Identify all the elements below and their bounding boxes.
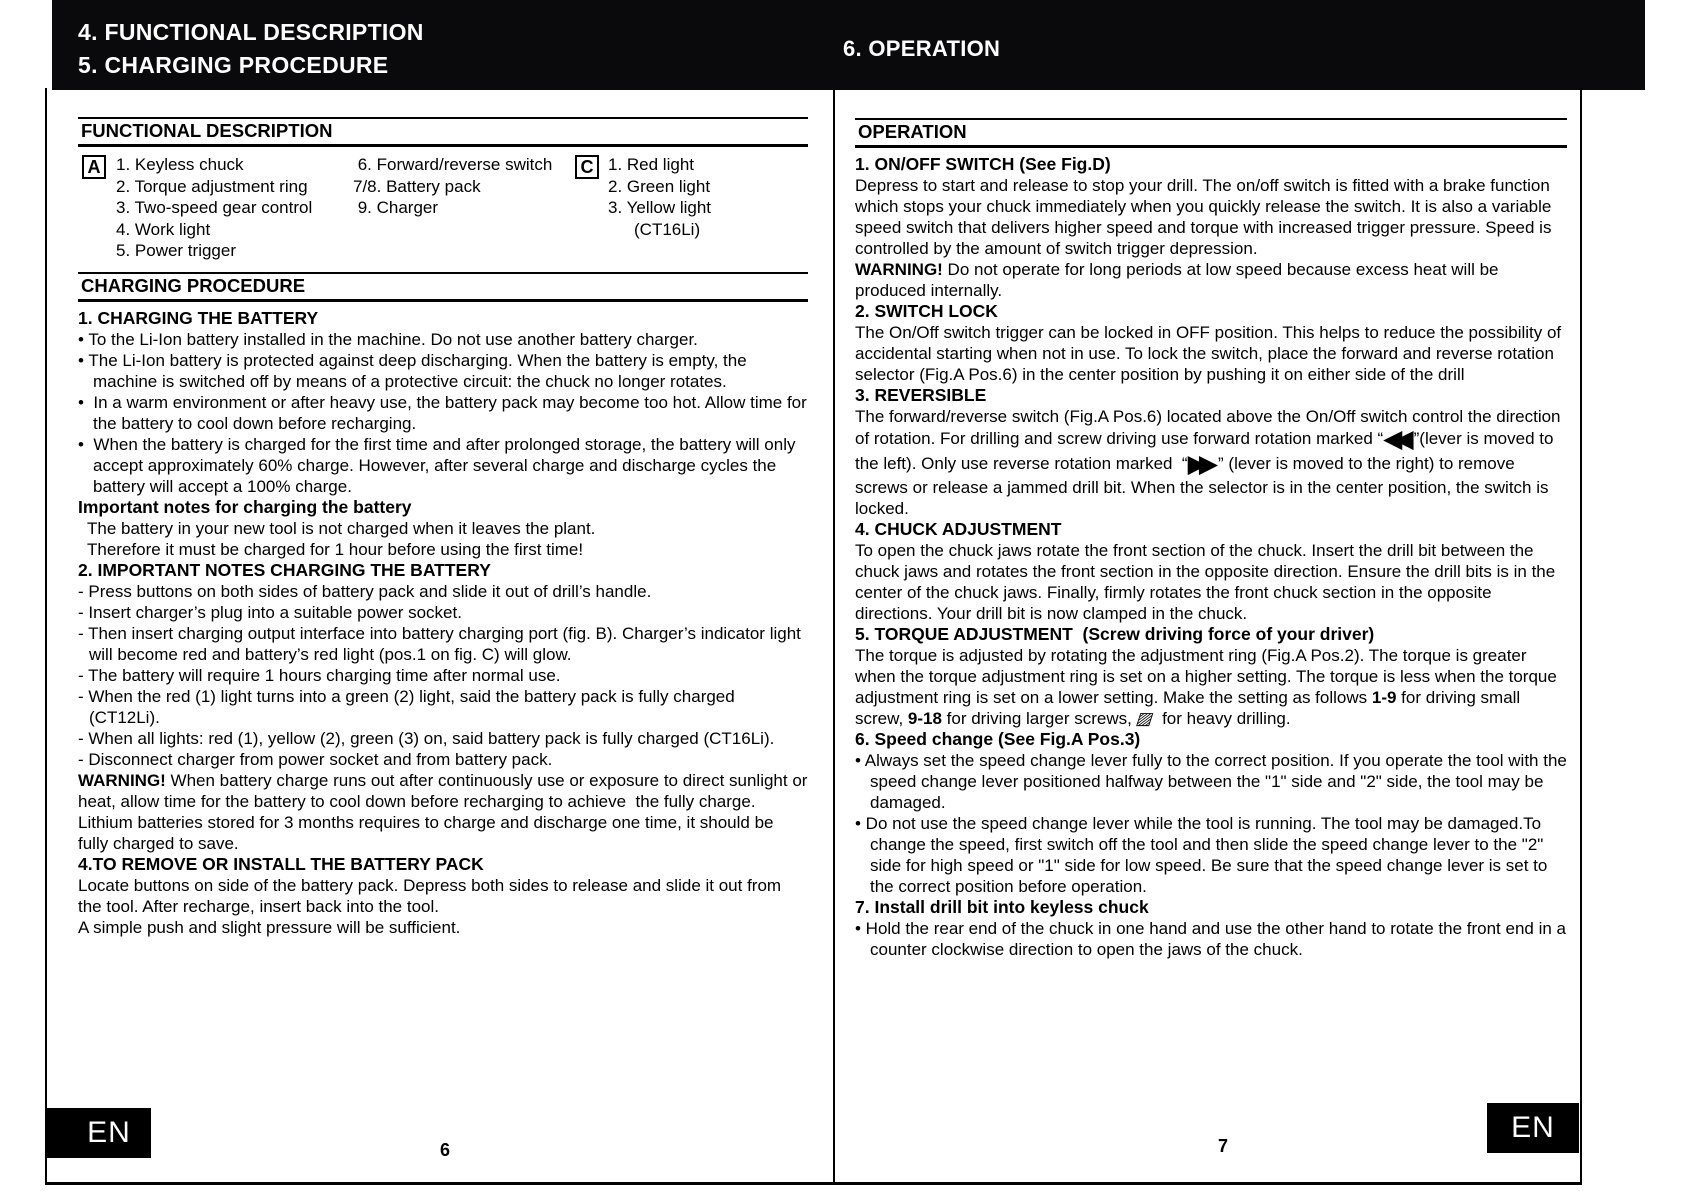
- figure-a-label: A: [82, 155, 106, 179]
- paragraph: A simple push and slight pressure will be sufficient.: [78, 917, 461, 937]
- paragraph: The forward/reverse switch (Fig.A Pos.6) located above the On/Off switch control the direction of rotation. For drilling and screw driving use forward rotation marked “◀◀ ”(lever is moved to the left). Only use reverse rotation marked “▶▶ ” (lever is moved to the right) to remove screws or release a jammed drill bit. When the selector is in the center position, the switch is locked.: [855, 407, 1566, 518]
- legend-column-1: [116, 154, 353, 262]
- operation-body: [855, 154, 1572, 960]
- paragraph: - Then insert charging output interface into battery charging port (fig. B). Charger’s indicator light will become red and battery’s red light (pos.1 on fig. C) will glow.: [78, 623, 806, 664]
- legend-item: 3. Yellow light: [608, 198, 712, 217]
- page-number-7: 7: [1218, 1136, 1229, 1156]
- paragraph: WARNING! When battery charge runs out after continuously use or exposure to direct sunlight or heat, allow time for the battery to cool down before recharging to achieve the fully charge. Lithium batteries stored for 3 months requires to charge and discharge one time, it should be fully charged to save.: [78, 770, 813, 853]
- legend-item: (CT16Li): [634, 219, 701, 239]
- subsection-heading: 6. Speed change (See Fig.A Pos.3): [855, 729, 1141, 749]
- subsection-heading: 2. SWITCH LOCK: [855, 301, 998, 321]
- legend-column-3: [608, 154, 711, 240]
- paragraph: Therefore it must be charged for 1 hour before using the first time!: [87, 539, 584, 559]
- subsection-heading: 4. CHUCK ADJUSTMENT: [855, 519, 1062, 539]
- subsection-heading: Important notes for charging the battery: [78, 496, 412, 517]
- page-number-6: 6: [440, 1140, 451, 1160]
- paragraph: The torque is adjusted by rotating the adjustment ring (Fig.A Pos.2). The torque is greater when the torque adjustment ring is set on a higher setting. The torque is less when the torque adjustment ring is set on a lower setting. Make the setting as follows 1-9 for driving small screw, 9-18 for driving larger screws, ▨ for heavy drilling.: [855, 646, 1562, 728]
- page-7-content: [855, 90, 1572, 960]
- header-title-operation: 6. OPERATION: [843, 36, 1001, 61]
- legend-column-2: [353, 154, 575, 219]
- header-title-charging-procedure: 5. CHARGING PROCEDURE: [78, 52, 389, 78]
- section-title-functional-description: FUNCTIONAL DESCRIPTION: [78, 117, 808, 147]
- forward-rotation-arrows-icon: ◀◀: [1383, 425, 1406, 453]
- legend-item: 2. Green light: [608, 176, 711, 196]
- legend-item: 1. Red light: [608, 155, 694, 174]
- figure-c-label: C: [575, 155, 599, 179]
- paragraph: - Press buttons on both sides of battery pack and slide it out of drill’s handle.: [78, 581, 652, 601]
- page-6-content: [78, 90, 813, 938]
- paragraph: • In a warm environment or after heavy use, the battery pack may become too hot. Allow time for the battery to cool down before recharging.: [78, 392, 812, 433]
- paragraph: • The Li-Ion battery is protected against deep discharging. When the battery is empty, the machine is switched off by means of a protective circuit: the chuck no longer rotates.: [78, 350, 752, 391]
- functional-description-legend: [82, 154, 808, 262]
- subsection-heading: 4.TO REMOVE OR INSTALL THE BATTERY PACK: [78, 853, 484, 874]
- paragraph: • Hold the rear end of the chuck in one hand and use the other hand to rotate the front end in a counter clockwise direction to open the jaws of the chuck.: [855, 919, 1571, 959]
- paragraph: • To the Li-Ion battery installed in the machine. Do not use another battery charger.: [78, 329, 698, 349]
- drill-bit-icon: ▨: [1133, 709, 1156, 728]
- section-title-operation: OPERATION: [855, 118, 1567, 148]
- legend-item: 4. Work light: [116, 219, 211, 239]
- subsection-heading: 1. CHARGING THE BATTERY: [78, 307, 319, 328]
- subsection-heading: 5. TORQUE ADJUSTMENT (Screw driving force of your driver): [855, 624, 1375, 644]
- charging-procedure-body: [78, 307, 813, 938]
- subsection-heading: 1. ON/OFF SWITCH (See Fig.D): [855, 154, 1111, 174]
- paragraph: • Do not use the speed change lever while the tool is running. The tool may be damaged.To change the speed, first switch off the tool and then slide the speed change lever to the "2" side for high speed or "1" side for low speed. Be sure that the speed change lever is set to the correct position before operation.: [855, 814, 1553, 896]
- paragraph: - When the red (1) light turns into a green (2) light, said the battery pack is fully charged (CT12Li).: [78, 686, 740, 727]
- paragraph: WARNING! Do not operate for long periods at low speed because excess heat will be produced internally.: [855, 260, 1504, 300]
- paragraph: Depress to start and release to stop your drill. The on/off switch is fitted with a brake function which stops your chuck immediately when you quickly release the switch. It is also a variable speed switch that delivers higher speed and torque with increased trigger pressure. Speed is controlled by the amount of switch trigger depression.: [855, 176, 1557, 258]
- legend-item: 1. Keyless chuck: [116, 155, 244, 174]
- subsection-heading: 2. IMPORTANT NOTES CHARGING THE BATTERY: [78, 559, 491, 580]
- legend-item: 6. Forward/reverse switch: [353, 155, 553, 174]
- header-bar: [52, 0, 1645, 90]
- paragraph: Locate buttons on side of the battery pack. Depress both sides to release and slide it out from the tool. After recharge, insert back into the tool.: [78, 875, 786, 916]
- paragraph: To open the chuck jaws rotate the front section of the chuck. Insert the drill bit between the chuck jaws and rotates the front section in the opposite direction. Ensure the drill bits is in the center of the chuck jaws. Finally, firmly rotates the front chuck section in the opposite directions. Your drill bit is now clamped in the chuck.: [855, 541, 1560, 623]
- legend-item: 3. Two-speed gear control: [116, 198, 313, 217]
- legend-item: 2. Torque adjustment ring: [116, 176, 308, 196]
- language-badge-left: EN: [47, 1108, 151, 1158]
- subsection-heading: 7. Install drill bit into keyless chuck: [855, 897, 1149, 917]
- paragraph: • Always set the speed change lever fully to the correct position. If you operate the tool with the speed change lever positioned halfway between the "1" side and "2" side, the tool may be damaged.: [855, 751, 1572, 812]
- header-title-functional-description: 4. FUNCTIONAL DESCRIPTION: [78, 19, 424, 45]
- reverse-rotation-arrows-icon: ▶▶: [1187, 450, 1211, 478]
- paragraph: - Disconnect charger from power socket and from battery pack.: [78, 749, 553, 769]
- paragraph: The On/Off switch trigger can be locked in OFF position. This helps to reduce the possibility of accidental starting when not in use. To lock the switch, place the forward and reverse rotation selector (Fig.A Pos.6) in the center position by pushing it on either side of the drill: [855, 323, 1566, 384]
- legend-item: 9. Charger: [353, 198, 439, 217]
- right-page-header: [843, 36, 1000, 62]
- paragraph: - When all lights: red (1), yellow (2), green (3) on, said battery pack is fully charged (CT16Li).: [78, 728, 775, 748]
- subsection-heading: 3. REVERSIBLE: [855, 385, 987, 405]
- legend-item: 5. Power trigger: [116, 241, 236, 260]
- left-page-header: [78, 16, 424, 82]
- paragraph: - Insert charger’s plug into a suitable power socket.: [78, 602, 462, 622]
- paragraph: • When the battery is charged for the first time and after prolonged storage, the battery will only accept approximately 60% charge. However, after several charge and discharge cycles the battery will accept a 100% charge.: [78, 434, 801, 496]
- page-divider: [833, 90, 835, 1185]
- paragraph: The battery in your new tool is not charged when it leaves the plant.: [87, 518, 596, 538]
- section-title-charging-procedure: CHARGING PROCEDURE: [78, 272, 808, 302]
- legend-item: 7/8. Battery pack: [353, 176, 481, 196]
- paragraph: - The battery will require 1 hours charging time after normal use.: [78, 665, 561, 685]
- language-badge-right: EN: [1487, 1103, 1579, 1153]
